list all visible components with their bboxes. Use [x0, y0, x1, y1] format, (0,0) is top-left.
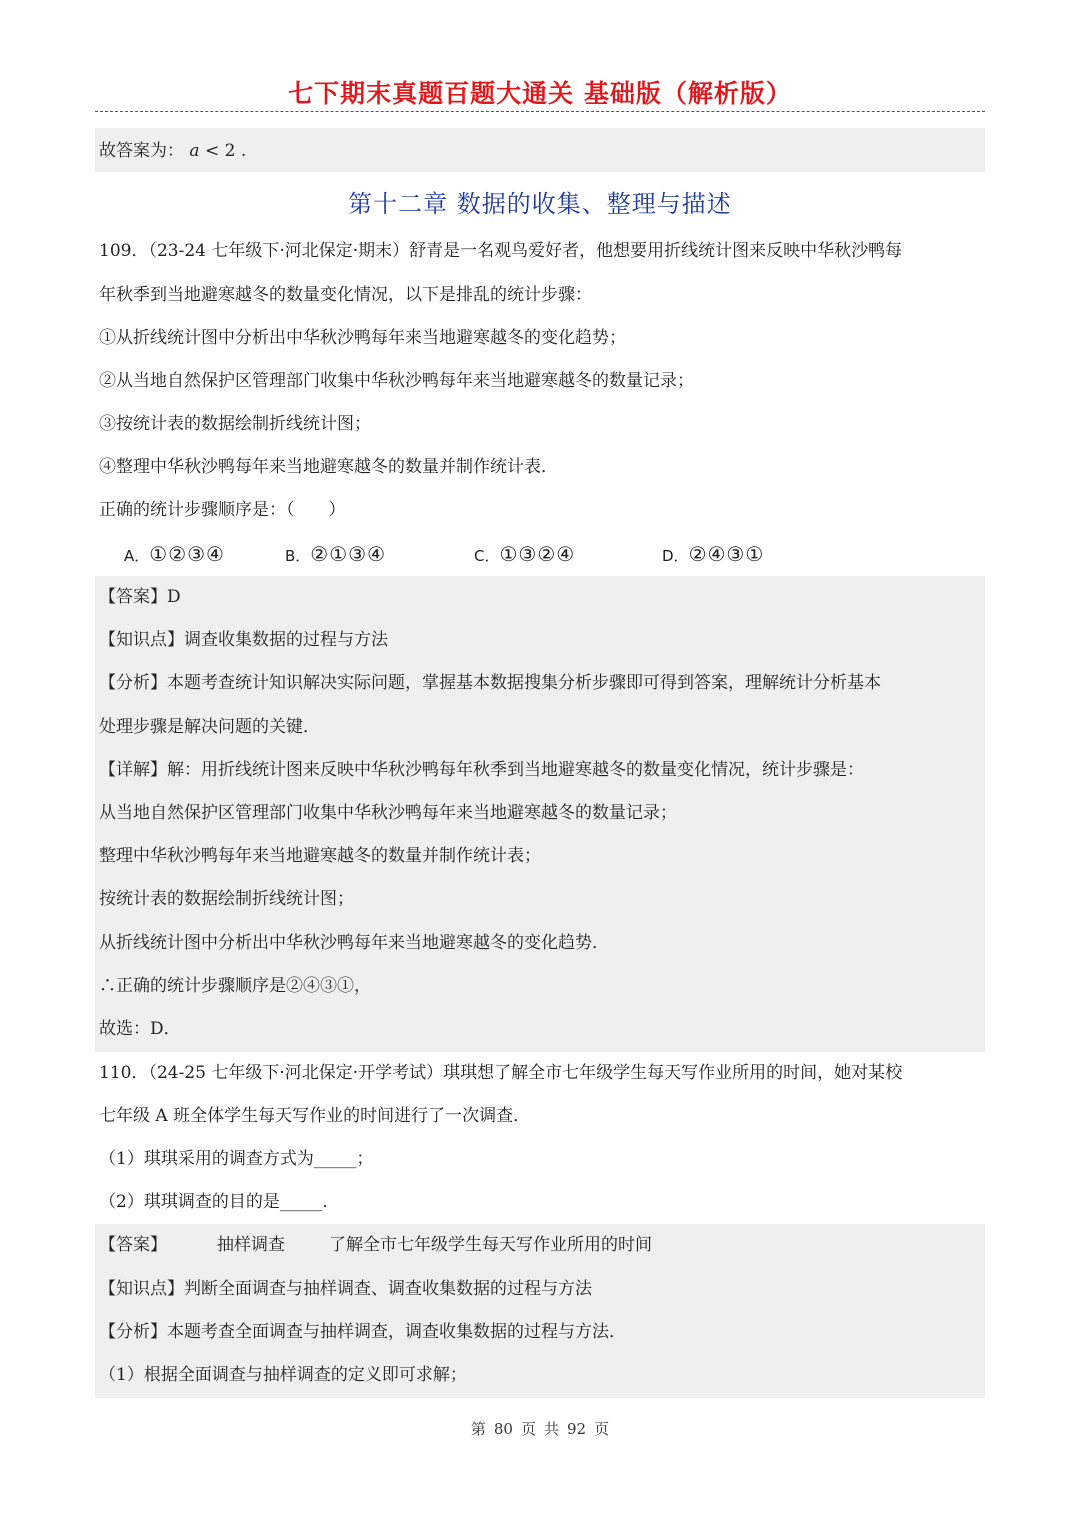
- option-d-label: D．: [662, 547, 689, 565]
- q109-step1: ①从折线统计图中分析出中华秋沙鸭每年来当地避寒越冬的变化趋势；: [99, 328, 626, 348]
- option-b-value: ②①③④: [310, 542, 387, 566]
- q109-detail-line5: 从折线统计图中分析出中华秋沙鸭每年来当地避寒越冬的变化趋势．: [99, 933, 609, 953]
- q109-conclusion: ∴正确的统计步骤顺序是②④③①，: [99, 976, 371, 996]
- q109-stem-line1: 109．（23-24 七年级下·河北保定·期末）舒青是一名观鸟爱好者，他想要用折线统计图来反映中华秋沙鸭每: [99, 241, 903, 261]
- q109-option-a: [124, 542, 225, 568]
- option-b-label: B．: [285, 547, 311, 565]
- prev-answer-label: 故答案为：: [99, 141, 184, 161]
- q109-step3: ③按统计表的数据绘制折线统计图；: [99, 414, 371, 434]
- page-total: 92: [567, 1420, 587, 1438]
- q109-knowledge: 【知识点】调查收集数据的过程与方法: [99, 630, 388, 650]
- document-header-title: 七下期末真题百题大通关 基础版（解析版）: [288, 79, 792, 108]
- q109-step4: ④整理中华秋沙鸭每年来当地避寒越冬的数量并制作统计表．: [99, 457, 558, 477]
- q109-step2: ②从当地自然保护区管理部门收集中华秋沙鸭每年来当地避寒越冬的数量记录；: [99, 371, 694, 391]
- q109-choice: 故选：D．: [99, 1019, 181, 1039]
- q110-answer-2: 了解全市七年级学生每天写作业所用的时间: [329, 1235, 652, 1255]
- option-a-label: A．: [124, 547, 150, 565]
- option-d-value: ②④③①: [688, 542, 765, 566]
- option-c-label: C．: [474, 547, 500, 565]
- q109-detail-line1: 【详解】解：用折线统计图来反映中华秋沙鸭每年秋季到当地避寒越冬的数量变化情况，统计步骤是：: [99, 760, 864, 780]
- page-footer: [0, 1418, 1080, 1439]
- q110-stem-line1: 110．（24-25 七年级下·河北保定·开学考试）琪琪想了解全市七年级学生每天写作业所用的时间，她对某校: [99, 1063, 903, 1083]
- option-c-value: ①③②④: [499, 542, 576, 566]
- q109-detail-line2: 从当地自然保护区管理部门收集中华秋沙鸭每年来当地避寒越冬的数量记录；: [99, 803, 677, 823]
- q110-answer-1: 抽样调查: [217, 1235, 285, 1255]
- q109-prompt: 正确的统计步骤顺序是：（ ）: [99, 500, 346, 520]
- footer-suffix: 页: [594, 1420, 610, 1438]
- q109-option-c: [474, 542, 575, 568]
- q109-detail-line3: 整理中华秋沙鸭每年来当地避寒越冬的数量并制作统计表；: [99, 846, 541, 866]
- q110-sub1: （1）琪琪采用的调查方式为_____；: [99, 1149, 374, 1169]
- q110-answer-line: [99, 1233, 652, 1257]
- q110-analysis: 【分析】本题考查全面调查与抽样调查，调查收集数据的过程与方法．: [99, 1322, 626, 1342]
- chapter-title: 第十二章 数据的收集、整理与描述: [348, 190, 732, 218]
- q110-knowledge: 【知识点】判断全面调查与抽样调查、调查收集数据的过程与方法: [99, 1279, 592, 1299]
- q110-analysis-sub1: （1）根据全面调查与抽样调查的定义即可求解；: [99, 1365, 467, 1385]
- q110-answer-label: 【答案】: [99, 1235, 167, 1255]
- q109-detail-line4: 按统计表的数据绘制折线统计图；: [99, 889, 354, 909]
- header-divider: [95, 111, 985, 112]
- prev-answer-line: [99, 139, 246, 163]
- q109-analysis-line1: 【分析】本题考查统计知识解决实际问题，掌握基本数据搜集分析步骤即可得到答案，理解统计分析基本: [99, 673, 881, 693]
- page-number: 80: [493, 1420, 513, 1438]
- footer-mid: 页: [520, 1420, 536, 1438]
- prev-answer-var: a: [189, 141, 200, 161]
- prev-answer-rest: < 2 .: [204, 141, 247, 161]
- option-a-value: ①②③④: [149, 542, 225, 566]
- q109-analysis-line2: 处理步骤是解决问题的关键．: [99, 717, 320, 737]
- q110-stem-line2: 七年级 A 班全体学生每天写作业的时间进行了一次调查．: [99, 1106, 531, 1126]
- q109-answer: 【答案】D: [99, 587, 181, 607]
- q109-option-b: [285, 542, 386, 568]
- footer-prefix: 第: [470, 1420, 486, 1438]
- footer-of: 共: [544, 1420, 560, 1438]
- q110-sub2: （2）琪琪调查的目的是_____．: [99, 1192, 340, 1212]
- q109-stem-line2: 年秋季到当地避寒越冬的数量变化情况，以下是排乱的统计步骤：: [99, 285, 592, 305]
- q109-option-d: [662, 542, 764, 568]
